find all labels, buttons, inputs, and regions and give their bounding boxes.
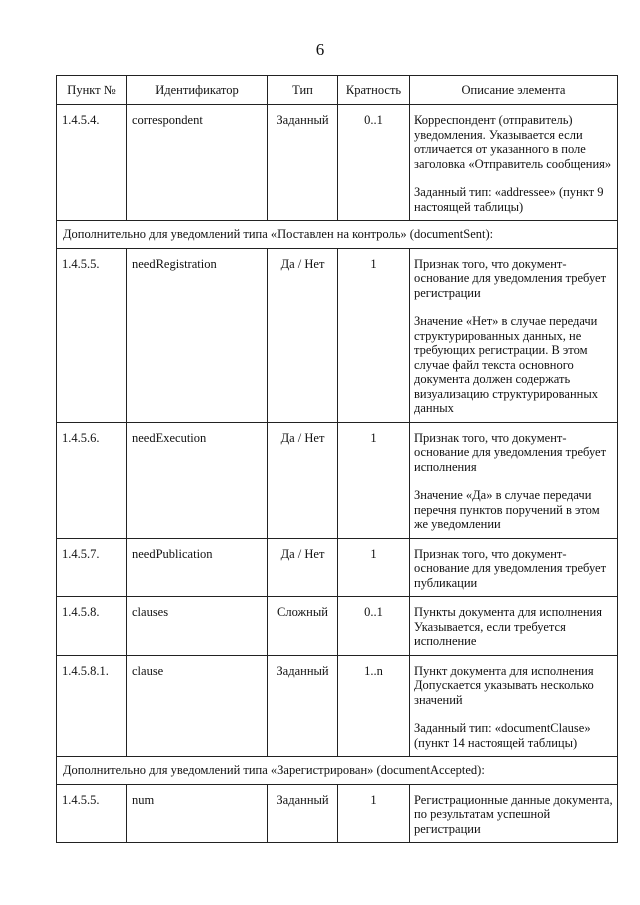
multiplicity-cell: 0..1 bbox=[338, 597, 410, 656]
table-row bbox=[57, 105, 618, 221]
description-cell bbox=[410, 655, 618, 757]
multiplicity-cell: 1 bbox=[338, 538, 410, 597]
description-paragraph: Пункт документа для исполнения Допускается указывать несколько значений bbox=[414, 663, 594, 707]
item-number-cell: 1.4.5.4. bbox=[57, 105, 127, 221]
type-cell: Да / Нет bbox=[268, 538, 338, 597]
header-item-number: Пункт № bbox=[57, 76, 127, 105]
description-paragraph: Заданный тип: «addressee» (пункт 9 настоящей таблицы) bbox=[414, 185, 604, 214]
item-number-cell: 1.4.5.7. bbox=[57, 538, 127, 597]
description-paragraph: Корреспондент (отправитель) уведомления. Указывается если отличается от указанного в поле заголовка «Отправитель сообщения» bbox=[414, 113, 612, 171]
item-number-cell: 1.4.5.5. bbox=[57, 248, 127, 422]
description-cell bbox=[410, 422, 618, 538]
description-cell bbox=[410, 248, 618, 422]
type-cell: Заданный bbox=[268, 105, 338, 221]
element-spec-table bbox=[56, 75, 618, 843]
identifier-cell: clause bbox=[127, 655, 268, 757]
table-header-row bbox=[57, 76, 618, 105]
identifier-cell: num bbox=[127, 784, 268, 843]
identifier-cell: clauses bbox=[127, 597, 268, 656]
table-row bbox=[57, 422, 618, 538]
description-cell bbox=[410, 538, 618, 597]
type-cell: Заданный bbox=[268, 655, 338, 757]
header-type: Тип bbox=[268, 76, 338, 105]
section-row bbox=[57, 757, 618, 785]
header-description: Описание элемента bbox=[410, 76, 618, 105]
description-paragraph: Значение «Нет» в случае передачи структурированных данных, не требующих регистрации. В этом случае файл текста основного документа должен содержать визуализацию структурированных данных bbox=[414, 314, 598, 415]
description-paragraph: Регистрационные данные документа, по результатам успешной регистрации bbox=[414, 792, 613, 836]
item-number-cell: 1.4.5.6. bbox=[57, 422, 127, 538]
multiplicity-cell: 1 bbox=[338, 422, 410, 538]
description-paragraph: Признак того, что документ-основание для уведомления требует исполнения bbox=[414, 430, 607, 474]
section-row bbox=[57, 221, 618, 249]
type-cell: Сложный bbox=[268, 597, 338, 656]
table-body bbox=[57, 105, 618, 843]
identifier-cell: needPublication bbox=[127, 538, 268, 597]
description-paragraph: Значение «Да» в случае передачи перечня пунктов поручений в этом же уведомлении bbox=[414, 488, 600, 531]
type-cell: Да / Нет bbox=[268, 422, 338, 538]
description-paragraph: Пункты документа для исполнения Указывается, если требуется исполнение bbox=[414, 605, 602, 648]
description-cell bbox=[410, 784, 618, 843]
item-number-cell: 1.4.5.8.1. bbox=[57, 655, 127, 757]
description-paragraph: Заданный тип: «documentClause» (пункт 14 настоящей таблицы) bbox=[414, 721, 591, 750]
table-row bbox=[57, 655, 618, 757]
header-identifier: Идентификатор bbox=[127, 76, 268, 105]
item-number-cell: 1.4.5.8. bbox=[57, 597, 127, 656]
type-cell: Заданный bbox=[268, 784, 338, 843]
section-label: Дополнительно для уведомлений типа «Поставлен на контроль» (documentSent): bbox=[57, 221, 618, 249]
identifier-cell: needRegistration bbox=[127, 248, 268, 422]
description-paragraph: Признак того, что документ-основание для уведомления требует публикации bbox=[414, 546, 607, 590]
table-row bbox=[57, 784, 618, 843]
type-cell: Да / Нет bbox=[268, 248, 338, 422]
multiplicity-cell: 1 bbox=[338, 248, 410, 422]
description-cell bbox=[410, 597, 618, 656]
multiplicity-cell: 0..1 bbox=[338, 105, 410, 221]
multiplicity-cell: 1..n bbox=[338, 655, 410, 757]
table-row bbox=[57, 248, 618, 422]
identifier-cell: correspondent bbox=[127, 105, 268, 221]
scan-edge-mark bbox=[0, 850, 3, 905]
description-cell bbox=[410, 105, 618, 221]
item-number-cell: 1.4.5.5. bbox=[57, 784, 127, 843]
description-paragraph: Признак того, что документ-основание для уведомления требует регистрации bbox=[414, 256, 607, 300]
section-label: Дополнительно для уведомлений типа «Зарегистрирован» (documentAccepted): bbox=[57, 757, 618, 785]
page-number: 6 bbox=[315, 40, 325, 59]
multiplicity-cell: 1 bbox=[338, 784, 410, 843]
header-multiplicity: Кратность bbox=[338, 76, 410, 105]
table-row bbox=[57, 538, 618, 597]
table-row bbox=[57, 597, 618, 656]
identifier-cell: needExecution bbox=[127, 422, 268, 538]
